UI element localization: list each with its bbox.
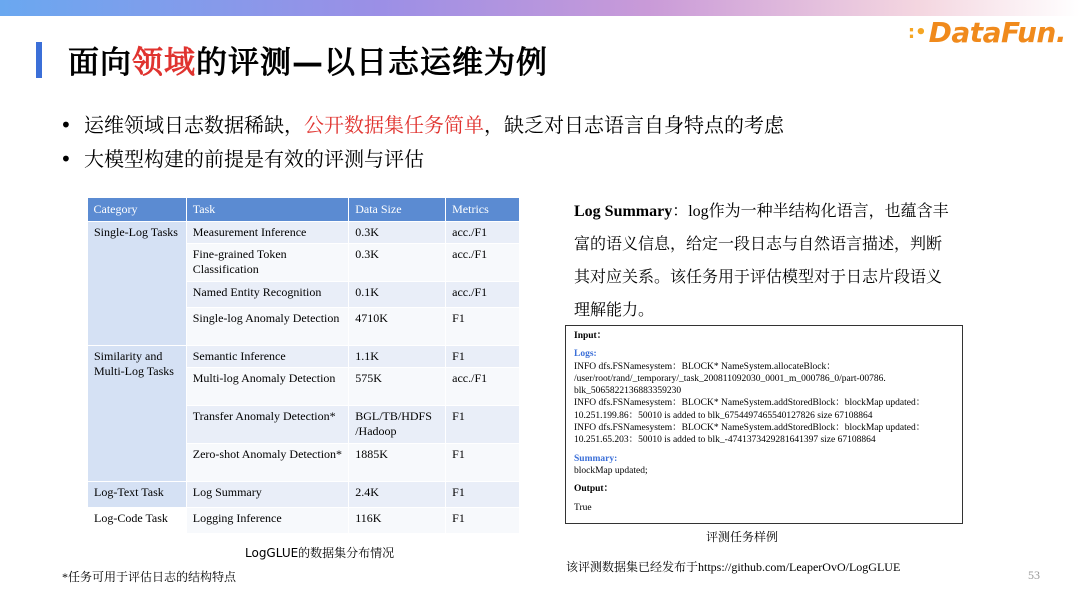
size-cell: 116K: [349, 508, 446, 534]
task-cell: Transfer Anomaly Detection*: [186, 406, 348, 444]
summary-body: ：log作为一种半结构化语言，也蕴含丰富的语义信息，给定一段日志与自然语言描述，判断其对应关系。该任务用于评估模型对于日志片段语义理解能力。: [574, 203, 949, 319]
metric-cell: acc./F1: [446, 368, 520, 406]
bullet-text: 大模型构建的前提是有效的评测与评估: [84, 147, 424, 171]
task-cell: Fine-grained Token Classification: [186, 244, 348, 282]
size-cell: 575K: [349, 368, 446, 406]
metric-cell: F1: [446, 482, 520, 508]
category-cell: Log-Text Task: [88, 482, 187, 508]
logo-mark: :•: [907, 21, 927, 43]
output-label: Output：: [574, 484, 614, 495]
size-cell: 2.4K: [349, 482, 446, 508]
slide-title: [36, 37, 548, 82]
size-cell: 0.3K: [349, 244, 446, 282]
logo-wordmark: DataFun.: [928, 15, 1066, 49]
table-row: [88, 508, 520, 534]
metric-cell: acc./F1: [446, 222, 520, 244]
log-line: 10.251.65.203：50010 is added to blk_-4741373429281641397 size 67108864: [574, 435, 876, 446]
bullet-text: 运维领域日志数据稀缺，: [84, 113, 304, 137]
metric-cell: F1: [446, 508, 520, 534]
log-line: INFO dfs.FSNamesystem：BLOCK* NameSystem.addStoredBlock：blockMap updated：: [574, 398, 926, 409]
category-cell: Log-Code Task: [88, 508, 187, 534]
size-cell: BGL/TB/HDFS /Hadoop: [349, 406, 446, 444]
datafun-logo: [908, 14, 1066, 50]
bullet-text-tail: ，缺乏对日志语言自身特点的考虑: [484, 113, 784, 137]
release-note: 该评测数据集已经发布于https://github.com/LeaperOvO/LogGLUE: [566, 560, 901, 574]
task-cell: Logging Inference: [186, 508, 348, 534]
col-header-category: Category: [88, 198, 187, 222]
output-value: True: [574, 502, 592, 513]
col-header-task: Task: [186, 198, 348, 222]
metric-cell: F1: [446, 308, 520, 346]
category-cell: Single-Log Tasks: [88, 222, 187, 346]
metric-cell: F1: [446, 346, 520, 368]
title-accent-bar: [36, 42, 42, 78]
col-header-metrics: Metrics: [446, 198, 520, 222]
table-row: [88, 222, 520, 244]
log-line: INFO dfs.FSNamesystem：BLOCK* NameSystem.allocateBlock：: [574, 361, 836, 372]
bullet-highlight: 公开数据集任务简单: [304, 113, 484, 137]
task-cell: Multi-log Anomaly Detection: [186, 368, 348, 406]
log-line: INFO dfs.FSNamesystem：BLOCK* NameSystem.addStoredBlock：blockMap updated：: [574, 423, 926, 434]
table-row: [88, 482, 520, 508]
table-row: [88, 346, 520, 368]
metric-cell: F1: [446, 444, 520, 482]
logs-label: Logs:: [574, 349, 597, 360]
table-header-row: [88, 198, 520, 222]
log-line: blk_5065822136883359230: [574, 386, 682, 397]
category-cell: Similarity and Multi-Log Tasks: [88, 346, 187, 482]
summary-value: blockMap updated;: [574, 465, 648, 476]
size-cell: 1885K: [349, 444, 446, 482]
page-title: [68, 37, 548, 82]
metric-cell: acc./F1: [446, 282, 520, 308]
summary-label: Summary:: [574, 453, 618, 464]
bullet-item: [60, 108, 784, 142]
page-number: 53: [1028, 568, 1040, 582]
task-cell: Measurement Inference: [186, 222, 348, 244]
metric-cell: acc./F1: [446, 244, 520, 282]
metric-cell: F1: [446, 406, 520, 444]
example-caption: 评测任务样例: [706, 530, 779, 544]
log-line: 10.251.199.86：50010 is added to blk_6754497465540127826 size 67108864: [574, 410, 873, 421]
example-box: [565, 325, 963, 524]
input-label: Input：: [574, 331, 607, 341]
size-cell: 0.3K: [349, 222, 446, 244]
task-cell: Single-log Anomaly Detection: [186, 308, 348, 346]
title-pre: 面向: [68, 45, 132, 81]
task-cell: Zero-shot Anomaly Detection*: [186, 444, 348, 482]
col-header-data-size: Data Size: [349, 198, 446, 222]
log-line: /user/root/rand/_temporary/_task_200811092030_0001_m_000786_0/part-00786.: [574, 373, 886, 384]
task-cell: Log Summary: [186, 482, 348, 508]
task-cell: Named Entity Recognition: [186, 282, 348, 308]
log-summary-description: [574, 195, 954, 327]
title-post: 的评测—以日志运维为例: [196, 45, 548, 81]
size-cell: 4710K: [349, 308, 446, 346]
bullet-item: [60, 142, 784, 176]
summary-heading: Log Summary: [574, 203, 673, 220]
footnote: *任务可用于评估日志的结构特点: [62, 570, 237, 584]
title-highlight: 领域: [132, 45, 196, 81]
bullet-list: [60, 108, 784, 176]
table-caption: LogGLUE的数据集分布情况: [245, 546, 395, 560]
size-cell: 0.1K: [349, 282, 446, 308]
loglue-table: [87, 198, 520, 534]
size-cell: 1.1K: [349, 346, 446, 368]
task-cell: Semantic Inference: [186, 346, 348, 368]
